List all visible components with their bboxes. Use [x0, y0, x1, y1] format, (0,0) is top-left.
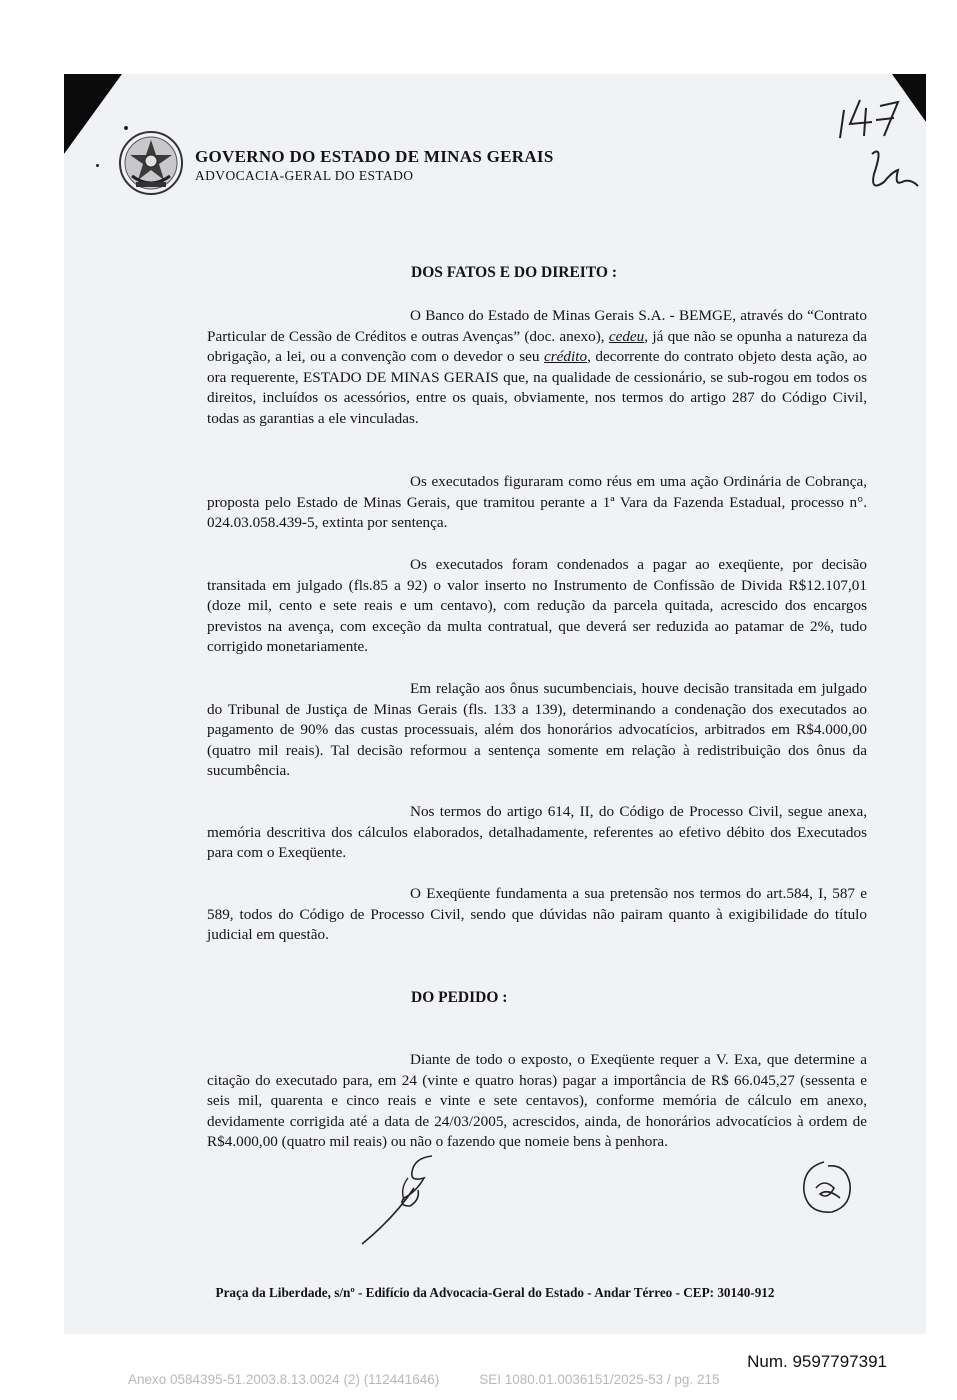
paragraph: Os executados figuraram como réus em uma ação Ordinária de Cobrança, proposta pelo Estado de Minas Gerais, que tramitou perante a 1ª Vara da Fazenda Estadual, processo n°. 024.03.058.439-5, extinta por sentença.	[207, 473, 867, 532]
state-coat-of-arms-icon	[118, 130, 184, 196]
signature	[794, 1154, 864, 1224]
agency-title: ADVOCACIA-GERAL DO ESTADO	[195, 168, 414, 183]
paragraph: O Exeqüente fundamenta a sua pretensão nos termos do art.584, I, 587 e 589, todos do Código de Processo Civil, sendo que dúvidas não pairam quanto à exigibilidade do título judicial em questão.	[207, 885, 867, 944]
paragraph: Diante de todo o exposto, o Exeqüente requer a V. Exa, que determine a citação do executado para, em 24 (vinte e quatro horas) pagar a importância de R$ 66.045,27 (sessenta e seis mil, quarenta e cinco reais e vinte e sete centavos), conforme memória de cálculo em anexo, devidamente corrigida até a data de 24/03/2005, acrescidos, ainda, de honorários advocatícios à ordem de R$4.000,00 (quatro mil reais) ou não o fazendo que nomeie bens à penhora.	[207, 1051, 867, 1151]
paragraph: Nos termos do artigo 614, II, do Código de Processo Civil, segue anexa, memória descritiva dos cálculos elaborados, detalhadamente, referentes ao efetivo débito dos Executados para com o Exeqüente.	[207, 803, 867, 862]
paragraph: Os executados foram condenados a pagar ao exeqüente, por decisão transitada em julgado (fls.85 a 92) o valor inserto no Instrumento de Confissão de Divida R$12.107,01 (doze mil, cento e sete reais e um centavo), com redução da parcela quitada, acrescido dos encargos previstos na avença, com exceção da multa contratual, que deverá ser reduzida ao patamar de 2%, tudo corrigido monetariamente.	[207, 556, 867, 656]
sei-reference: SEI 1080.01.0036151/2025-53 / pg. 215	[479, 1372, 720, 1387]
address-footer: Praça da Liberdade, s/nº - Edifício da Advocacia-Geral do Estado - Andar Térreo - CEP: 30140-912	[215, 1285, 775, 1300]
paragraph: Em relação aos ônus sucumbenciais, houve decisão transitada em julgado do Tribunal de Justiça de Minas Gerais (fls. 133 a 139), determinando a condenação dos executados ao pagamento de 90% das custas processuais, além dos honorários advocatícios, arbitrados em R$4.000,00 (quatro mil reais). Tal decisão reformou a sentença somente em relação à redistribuição dos ônus da sucumbência.	[207, 680, 867, 780]
scan-shadow-corner	[64, 74, 122, 154]
signature	[354, 1148, 454, 1248]
government-title: GOVERNO DO ESTADO DE MINAS GERAIS	[195, 147, 554, 166]
section-title-facts: DOS FATOS E DO DIREITO :	[411, 264, 617, 281]
handwritten-page-number	[832, 90, 922, 200]
annex-reference: Anexo 0584395-51.2003.8.13.0024 (2) (112441646)	[128, 1372, 440, 1387]
scan-speck	[96, 164, 99, 167]
section-title-request: DO PEDIDO :	[411, 989, 508, 1006]
annex-reference-line	[128, 1372, 719, 1387]
scanned-page	[64, 74, 926, 1334]
paragraph: O Banco do Estado de Minas Gerais S.A. - BEMGE, através do “Contrato Particular de Cessão de Créditos e outras Avenças” (doc. anexo), cedeu, já que não se opunha a natureza da obrigação, a lei, ou a convenção com o devedor o seu crédito, decorrente do contrato objeto desta ação, ao ora requerente, ESTADO DE MINAS GERAIS que, na qualidade de cessionário, se sub-rogou em todos os direitos, incluídos os acessórios, entre os quais, obviamente, nos termos do artigo 287 do Código Civil, todas as garantias a ele vinculadas.	[207, 307, 867, 427]
document-number: Num. 9597797391	[747, 1352, 887, 1371]
